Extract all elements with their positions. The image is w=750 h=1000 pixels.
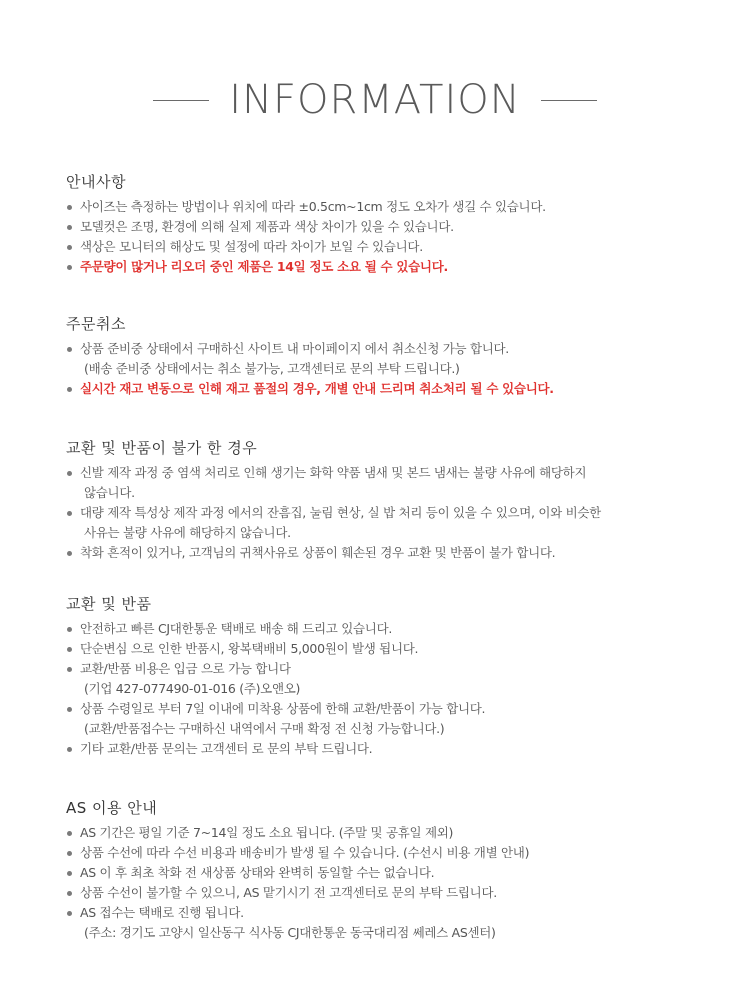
exchange-item: 상품 수령일로 부터 7일 이내에 미착용 상품에 한해 교환/반품이 가능 합니다. (교환/반품접수는 구매하신 내역에서 구매 확정 전 신청 가능합니다.) [66,699,686,739]
header-right-rule [541,100,597,101]
cancel-item-highlight: 실시간 재고 변동으로 인해 재고 품절의 경우, 개별 안내 드리며 취소처리 될 수 있습니다. [66,379,686,399]
no-return-item: 대량 제작 특성상 제작 과정 에서의 잔흠집, 눌림 현상, 실 밥 처리 등이 있을 수 있으며, 이와 비슷한 사유는 불량 사유에 해당하지 않습니다. [66,503,686,543]
section-cancel [66,313,686,399]
bullet-icon [67,707,72,712]
page-header [0,72,750,128]
section-title-no-return: 교환 및 반품이 불가 한 경우 [66,439,258,457]
bullet-icon [67,551,72,556]
notice-item-highlight: 주문량이 많거나 리오더 중인 제품은 14일 정도 소요 될 수 있습니다. [66,257,686,277]
bullet-icon [67,471,72,476]
section-no-return [66,437,686,563]
bullet-icon [67,871,72,876]
as-item: AS 기간은 평일 기준 7~14일 정도 소요 됩니다. (주말 및 공휴일 제외) [66,823,686,843]
no-return-item: 신발 제작 과정 중 염색 처리로 인해 생기는 화학 약품 냄새 및 본드 냄새는 불량 사유에 해당하지 않습니다. [66,463,686,503]
as-item: 상품 수선에 따라 수선 비용과 배송비가 발생 될 수 있습니다. (수선시 비용 개별 안내) [66,843,686,863]
notice-item: 모델컷은 조명, 환경에 의해 실제 제품과 색상 차이가 있을 수 있습니다. [66,217,686,237]
bullet-icon [67,347,72,352]
exchange-item: 안전하고 빠른 CJ대한통운 택배로 배송 해 드리고 있습니다. [66,619,686,639]
as-item: AS 이 후 최초 착화 전 새상품 상태와 완벽히 동일할 수는 없습니다. [66,863,686,883]
section-title-as: AS 이용 안내 [66,799,158,817]
bullet-icon [67,387,72,392]
exchange-item: 단순변심 으로 인한 반품시, 왕복택배비 5,000원이 발생 됩니다. [66,639,686,659]
bullet-icon [67,245,72,250]
notice-item: 색상은 모니터의 해상도 및 설정에 따라 차이가 보일 수 있습니다. [66,237,686,257]
section-exchange-return [66,593,686,759]
exchange-item: 기타 교환/반품 문의는 고객센터 로 문의 부탁 드립니다. [66,739,686,759]
bullet-icon [67,225,72,230]
bullet-icon [67,667,72,672]
as-item: 상품 수선이 불가할 수 있으니, AS 맡기시기 전 고객센터로 문의 부탁 드립니다. [66,883,686,903]
bullet-icon [67,831,72,836]
bullet-icon [67,851,72,856]
bullet-icon [67,205,72,210]
page-title: INFORMATION [229,77,521,123]
as-item: AS 접수는 택배로 진행 됩니다. (주소: 경기도 고양시 일산동구 식사동 CJ대한통운 동국대리점 쎄레스 AS센터) [66,903,686,943]
cancel-item: 상품 준비중 상태에서 구매하신 사이트 내 마이페이지 에서 취소신청 가능 합니다. (배송 준비중 상태에서는 취소 불가능, 고객센터로 문의 부탁 드립니다.) [66,339,686,379]
bullet-icon [67,511,72,516]
bullet-icon [67,891,72,896]
section-title-exchange-return: 교환 및 반품 [66,595,152,613]
bullet-icon [67,265,72,270]
bullet-icon [67,747,72,752]
section-notice [66,171,686,277]
header-left-rule [153,100,209,101]
exchange-item: 교환/반품 비용은 입금 으로 가능 합니다 (기업 427-077490-01-016 (주)오앤오) [66,659,686,699]
no-return-item: 착화 흔적이 있거나, 고객님의 귀책사유로 상품이 훼손된 경우 교환 및 반품이 불가 합니다. [66,543,686,563]
bullet-icon [67,911,72,916]
notice-item: 사이즈는 측정하는 방법이나 위치에 따라 ±0.5cm~1cm 정도 오차가 생길 수 있습니다. [66,197,686,217]
section-title-notice: 안내사항 [66,173,126,191]
bullet-icon [67,627,72,632]
section-title-cancel: 주문취소 [66,315,126,333]
bullet-icon [67,647,72,652]
section-as [66,797,686,943]
